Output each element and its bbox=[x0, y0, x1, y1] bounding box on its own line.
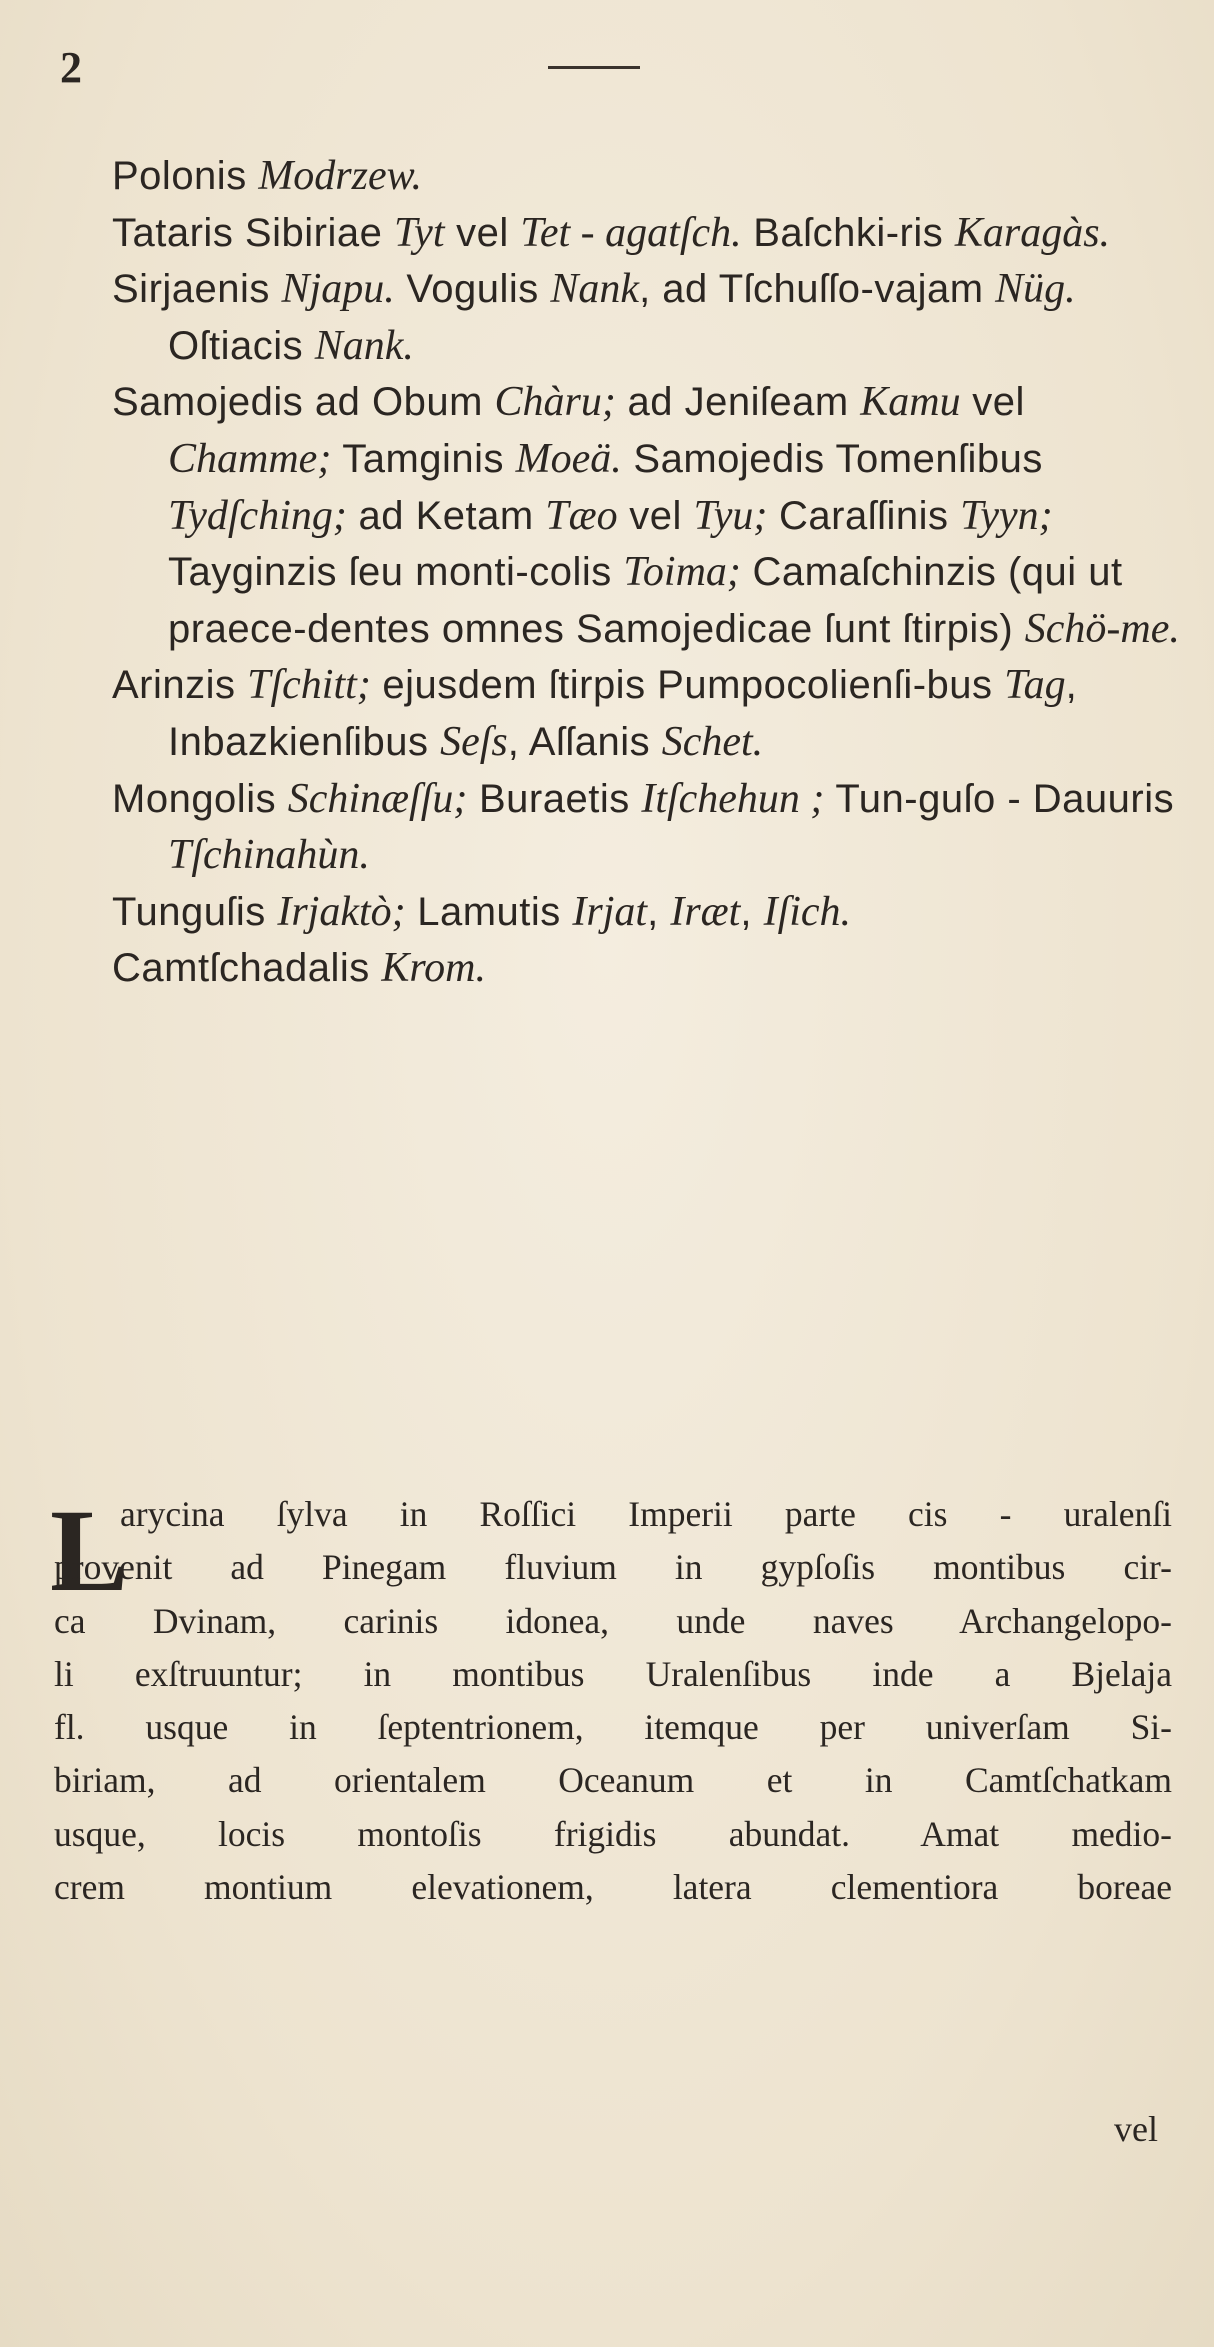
entry-text: vel bbox=[617, 493, 694, 538]
vernacular-name: Tyt bbox=[393, 209, 445, 256]
entry-text: , Inbazkienſibus bbox=[168, 663, 1078, 764]
entry-text: Samojedis Tomenſibus bbox=[621, 436, 1043, 481]
entry-text: , bbox=[740, 889, 764, 934]
paragraph-line: fl. usque in ſeptentrionem, itemque per univerſam Si- bbox=[54, 1707, 1172, 1748]
entry-text: Vogulis bbox=[394, 267, 551, 312]
vernacular-name: Schö-me. bbox=[1024, 605, 1180, 652]
vernacular-name: Itſchehun ; bbox=[641, 775, 825, 822]
entry-text: Caraſſinis bbox=[767, 493, 961, 538]
vernacular-name: Seſs bbox=[440, 718, 508, 765]
entry-text: Tayginzis ſeu monti-colis bbox=[168, 550, 624, 595]
vernacular-name: Nank. bbox=[314, 322, 414, 369]
paragraph-line: crem montium elevationem, latera clementiora boreae bbox=[54, 1867, 1172, 1908]
vernacular-name: Njapu. bbox=[281, 266, 395, 313]
vernacular-name: Modrzew. bbox=[258, 153, 423, 199]
name-entry bbox=[112, 261, 1192, 374]
entry-text: Oſtiacis bbox=[168, 323, 315, 368]
vernacular-name: Irjat bbox=[572, 888, 648, 935]
name-entry bbox=[112, 657, 1192, 770]
name-entry bbox=[112, 940, 1192, 997]
entry-text: Tun-guſo - Dauuris bbox=[824, 776, 1175, 821]
entry-text: Baſchki-ris bbox=[741, 210, 955, 255]
vernacular-name: Chamme; bbox=[168, 435, 332, 482]
vernacular-name: Karagàs. bbox=[954, 209, 1111, 256]
entry-text: , ad Tſchuſſo-vajam bbox=[639, 267, 996, 312]
header-rule bbox=[548, 66, 640, 69]
paragraph-line: biriam, ad orientalem Oceanum et in Camtſchatkam bbox=[54, 1760, 1172, 1801]
name-entry bbox=[112, 771, 1192, 884]
vernacular-name: Iræt bbox=[670, 888, 741, 935]
vernacular-name: Tæo bbox=[545, 492, 618, 539]
description-paragraph bbox=[54, 1488, 1172, 1914]
vernacular-name: Tag bbox=[1004, 662, 1066, 709]
name-entry bbox=[112, 148, 1192, 205]
entry-text: Lamutis bbox=[405, 889, 573, 934]
entry-text: Tunguſis bbox=[112, 889, 278, 934]
vernacular-names-list bbox=[112, 148, 1192, 997]
vernacular-name: Kamu bbox=[860, 379, 961, 426]
entry-text: , Aſſanis bbox=[507, 719, 662, 764]
entry-text: ejusdem ſtirpis Pumpocolienſi-bus bbox=[370, 663, 1005, 708]
page-number: 2 bbox=[60, 43, 82, 92]
vernacular-name: Schet. bbox=[661, 718, 764, 765]
entry-text: Mongolis bbox=[112, 776, 288, 821]
vernacular-name: Tſchinahùn. bbox=[168, 832, 370, 879]
paragraph-line: arycina ſylva in Roſſici Imperii parte cis - uralenſi bbox=[120, 1494, 1172, 1534]
vernacular-name: Moeä. bbox=[515, 435, 622, 482]
entry-text: Samojedis ad Obum bbox=[112, 380, 495, 425]
name-entry bbox=[112, 205, 1192, 262]
entry-text: Camtſchadalis bbox=[112, 946, 382, 991]
entry-text: Tamginis bbox=[331, 436, 516, 481]
paragraph-line: usque, locis montoſis frigidis abundat. Amat medio- bbox=[54, 1813, 1172, 1854]
vernacular-name: Tyyn; bbox=[960, 492, 1053, 539]
entry-text: vel bbox=[444, 210, 521, 255]
vernacular-name: Tyu; bbox=[693, 492, 768, 539]
paragraph-line: provenit ad Pinegam fluvium in gypſoſis montibus cir- bbox=[54, 1547, 1172, 1588]
vernacular-name: Irjaktò; bbox=[277, 888, 406, 935]
entry-text: Camaſchinzis (qui ut praece-dentes omnes Samojedicae ſunt ſtirpis) bbox=[168, 550, 1123, 651]
entry-text: ad Ketam bbox=[346, 493, 546, 538]
name-entry bbox=[112, 374, 1192, 657]
vernacular-name: Chàru; bbox=[494, 379, 616, 426]
entry-text: ad Jeniſeam bbox=[615, 380, 861, 425]
entry-text: Sirjaenis bbox=[112, 267, 282, 312]
entry-text: Arinzis bbox=[112, 663, 248, 708]
vernacular-name: Krom. bbox=[381, 945, 486, 992]
vernacular-name: Schinæſſu; bbox=[287, 775, 468, 822]
paragraph-line: ca Dvinam, carinis idonea, unde naves Archangelopo- bbox=[54, 1600, 1172, 1641]
entry-text: Polonis bbox=[112, 154, 259, 198]
drop-cap: L bbox=[50, 1485, 129, 1616]
vernacular-name: Iſich. bbox=[763, 888, 852, 935]
vernacular-name: Toima; bbox=[623, 549, 741, 596]
vernacular-name: Nüg. bbox=[995, 266, 1076, 313]
paragraph-line: li exſtruuntur; in montibus Uralenſibus inde a Bjelaja bbox=[54, 1653, 1172, 1694]
vernacular-name: Tet - agatſch. bbox=[520, 209, 742, 256]
vernacular-name: Nank bbox=[550, 266, 640, 313]
entry-text: vel bbox=[960, 380, 1025, 425]
entry-text: Buraetis bbox=[467, 776, 642, 821]
entry-text: Tataris Sibiriae bbox=[112, 210, 394, 255]
vernacular-name: Tſchitt; bbox=[247, 662, 371, 709]
entry-text: , bbox=[647, 889, 671, 934]
name-entry bbox=[112, 884, 1192, 941]
vernacular-name: Tydſching; bbox=[168, 492, 347, 539]
catchword: vel bbox=[1114, 2109, 1158, 2149]
